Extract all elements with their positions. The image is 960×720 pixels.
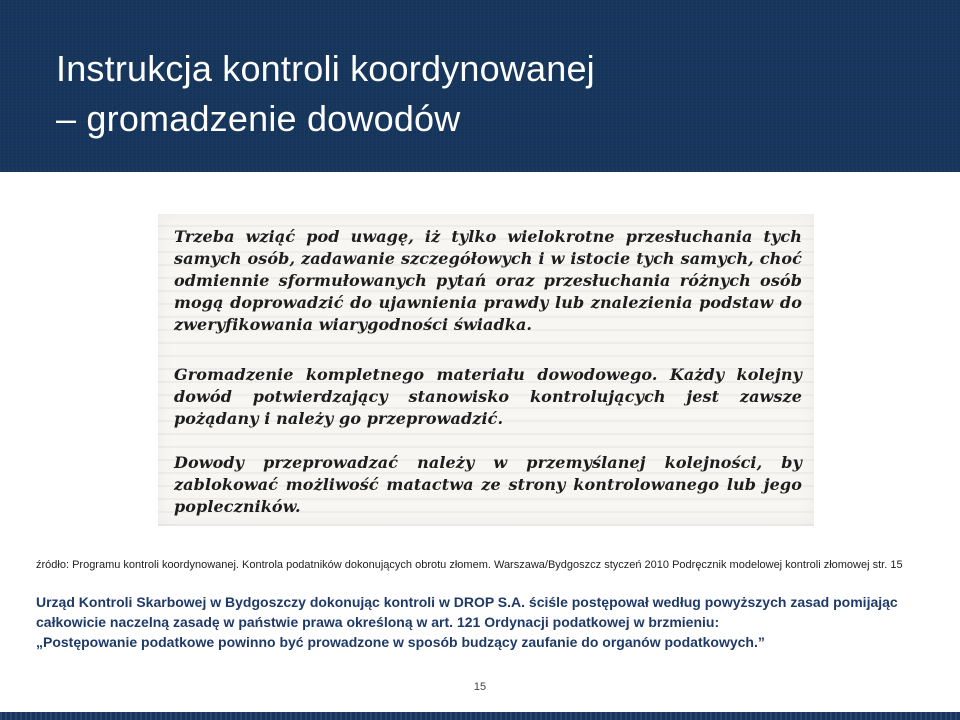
slide-title-line-2: – gromadzenie dowodów (56, 98, 461, 139)
slide-title (56, 44, 916, 144)
summary-text (36, 592, 936, 652)
slide-title-line-1: Instrukcja kontroli koordynowanej (56, 48, 595, 89)
source-citation: źródło: Programu kontroli koordynowanej. Kontrola podatników dokonujących obrotu złomem. Warszawa/Bydgoszcz styczeń 2010 Podręcznik modelowej kontroli złomowej str. 15 (36, 559, 903, 571)
page-number: 15 (473, 681, 487, 693)
summary-line-1: Urząd Kontroli Skarbowej w Bydgoszczy dokonując kontroli w DROP S.A. ściśle postępował według powyższych zasad pomijając (36, 594, 898, 610)
scan-paragraph-interviews: Trzeba wziąć pod uwagę, iż tylko wielokrotne przesłuchania tych samych osób, zadawanie szczegółowych i w istocie tych samych, choć odmiennie sformułowanych pytań oraz przesłuchania różnych osób mogą doprowadzić do ujawnienia prawdy lub znalezienia podstaw do zweryfikowania wiarygodności świadka. (174, 227, 802, 334)
scanned-book-excerpt (158, 214, 814, 526)
summary-line-3: „Postępowanie podatkowe powinno być prowadzone w sposób budzący zaufanie do organów podatkowych.” (36, 634, 765, 650)
footer-band (0, 712, 960, 720)
summary-line-2: całkowicie naczelną zasadę w państwie prawa określoną w art. 121 Ordynacji podatkowej w brzmieniu: (36, 614, 720, 630)
scan-paragraph-order: Dowody przeprowadzać należy w przemyślanej kolejności, by zablokować możliwość matactwa ze strony kontrolowanego lub jego popleczników. (174, 453, 802, 516)
scan-paragraph-evidence: Gromadzenie kompletnego materiału dowodowego. Każdy kolejny dowód potwierdzający stanowisko kontrolujących jest zawsze pożądany i należy go przeprowadzić. (174, 365, 802, 428)
